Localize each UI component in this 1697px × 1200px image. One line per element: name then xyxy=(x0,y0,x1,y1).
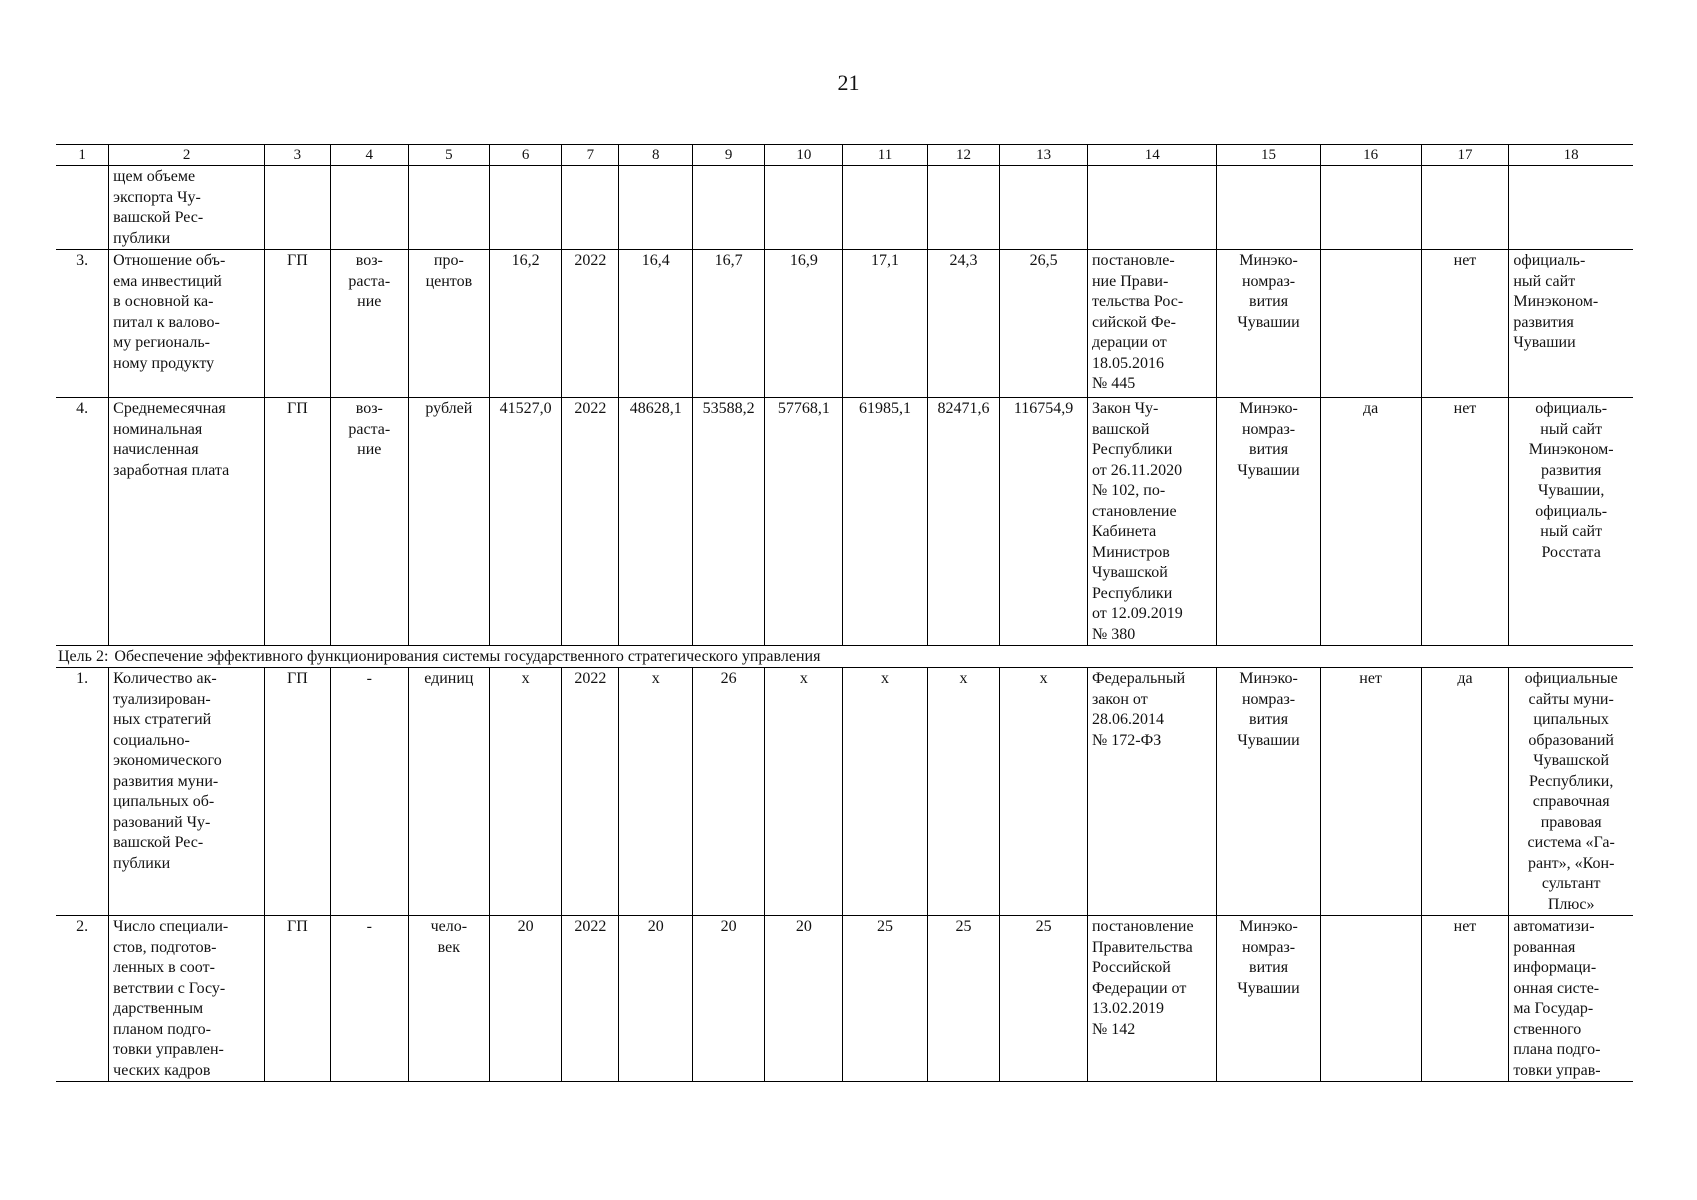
base-value-cell: х xyxy=(489,668,561,916)
value-col-9-cell: 26 xyxy=(692,668,764,916)
indicator-name-cell: Среднемесячная номинальная начисленная заработная плата xyxy=(109,398,265,646)
legal-basis-cell: Закон Чу- вашской Республики от 26.11.2020 № 102, по- становление Кабинета Министров Чувашской Республики от 12.09.2019 № 380 xyxy=(1087,398,1216,646)
goal-label: Цель 2: xyxy=(58,648,109,665)
goal-text: Обеспечение эффективного функционирования системы государственного стратегического управления xyxy=(114,648,821,665)
indicator-type-cell: ГП xyxy=(265,250,331,398)
cell xyxy=(265,166,331,250)
value-col-13-cell: х xyxy=(1000,668,1088,916)
trend-cell: воз- раста- ние xyxy=(330,398,408,646)
table-row xyxy=(56,398,1633,646)
col-17-cell: нет xyxy=(1421,250,1509,398)
unit-cell: про- центов xyxy=(408,250,489,398)
table-row xyxy=(56,166,1633,250)
indicator-name-cell: Количество ак- туализирован- ных стратегий социально- экономического развития муни- ципальных об- разований Чу- вашской Рес- публики xyxy=(109,668,265,916)
trend-cell: воз- раста- ние xyxy=(330,250,408,398)
base-value-cell: 16,2 xyxy=(489,250,561,398)
column-number-8: 8 xyxy=(619,145,693,166)
value-col-10-cell: 57768,1 xyxy=(765,398,843,646)
row-number-cell: 4. xyxy=(56,398,109,646)
col-16-cell: да xyxy=(1320,398,1421,646)
value-col-8-cell: 16,4 xyxy=(619,250,693,398)
goal-heading xyxy=(56,646,1633,668)
row-number-cell: 2. xyxy=(56,916,109,1082)
value-col-8-cell: х xyxy=(619,668,693,916)
cell xyxy=(692,166,764,250)
col-16-cell: нет xyxy=(1320,668,1421,916)
unit-cell: рублей xyxy=(408,398,489,646)
column-number-3: 3 xyxy=(265,145,331,166)
cell xyxy=(330,166,408,250)
column-number-11: 11 xyxy=(843,145,928,166)
base-year-cell: 2022 xyxy=(562,668,619,916)
column-number-2: 2 xyxy=(109,145,265,166)
indicators-table xyxy=(56,144,1633,1082)
value-col-9-cell: 53588,2 xyxy=(692,398,764,646)
cell xyxy=(408,166,489,250)
trend-cell: - xyxy=(330,668,408,916)
column-number-1: 1 xyxy=(56,145,109,166)
value-col-11-cell: 25 xyxy=(843,916,928,1082)
cell xyxy=(1509,166,1633,250)
legal-basis-cell: постановле- ние Прави- тельства Рос- сийской Фе- дерации от 18.05.2016 № 445 xyxy=(1087,250,1216,398)
cell xyxy=(489,166,561,250)
col-16-cell xyxy=(1320,916,1421,1082)
value-col-10-cell: 20 xyxy=(765,916,843,1082)
table-row xyxy=(56,250,1633,398)
indicator-name-cell: Отношение объ- ема инвестиций в основной ка- питал к валово- му региональ- ному продукту xyxy=(109,250,265,398)
column-number-17: 17 xyxy=(1421,145,1509,166)
cell xyxy=(927,166,999,250)
cell xyxy=(1087,166,1216,250)
table-header-row xyxy=(56,145,1633,166)
data-source-cell: официаль- ный сайт Минэконом- развития Чувашии xyxy=(1509,250,1633,398)
table-row xyxy=(56,668,1633,916)
column-number-10: 10 xyxy=(765,145,843,166)
value-col-13-cell: 116754,9 xyxy=(1000,398,1088,646)
indicator-type-cell: ГП xyxy=(265,398,331,646)
legal-basis-cell: постановление Правительства Российской Федерации от 13.02.2019 № 142 xyxy=(1087,916,1216,1082)
responsible-body-cell: Минэко- номраз- вития Чувашии xyxy=(1217,398,1320,646)
col-17-cell: да xyxy=(1421,668,1509,916)
column-number-15: 15 xyxy=(1217,145,1320,166)
cell xyxy=(619,166,693,250)
indicator-name-cell: щем объеме экспорта Чу- вашской Рес- публики xyxy=(109,166,265,250)
indicator-type-cell: ГП xyxy=(265,916,331,1082)
value-col-9-cell: 20 xyxy=(692,916,764,1082)
column-number-4: 4 xyxy=(330,145,408,166)
responsible-body-cell: Минэко- номраз- вития Чувашии xyxy=(1217,250,1320,398)
cell xyxy=(765,166,843,250)
indicator-type-cell: ГП xyxy=(265,668,331,916)
table-row xyxy=(56,916,1633,1082)
value-col-8-cell: 20 xyxy=(619,916,693,1082)
value-col-12-cell: 82471,6 xyxy=(927,398,999,646)
base-value-cell: 20 xyxy=(489,916,561,1082)
value-col-10-cell: 16,9 xyxy=(765,250,843,398)
value-col-10-cell: х xyxy=(765,668,843,916)
row-number-cell: 3. xyxy=(56,250,109,398)
base-year-cell: 2022 xyxy=(562,916,619,1082)
value-col-8-cell: 48628,1 xyxy=(619,398,693,646)
value-col-11-cell: 17,1 xyxy=(843,250,928,398)
col-17-cell: нет xyxy=(1421,916,1509,1082)
base-year-cell: 2022 xyxy=(562,250,619,398)
data-source-cell: автоматизи- рованная информаци- онная систе- ма Государ- ственного плана подго- товки управ- xyxy=(1509,916,1633,1082)
column-number-18: 18 xyxy=(1509,145,1633,166)
value-col-13-cell: 26,5 xyxy=(1000,250,1088,398)
value-col-11-cell: х xyxy=(843,668,928,916)
legal-basis-cell: Федеральный закон от 28.06.2014 № 172-ФЗ xyxy=(1087,668,1216,916)
trend-cell: - xyxy=(330,916,408,1082)
value-col-13-cell: 25 xyxy=(1000,916,1088,1082)
value-col-11-cell: 61985,1 xyxy=(843,398,928,646)
value-col-12-cell: 24,3 xyxy=(927,250,999,398)
column-number-7: 7 xyxy=(562,145,619,166)
goal-row xyxy=(56,646,1633,668)
column-number-9: 9 xyxy=(692,145,764,166)
responsible-body-cell: Минэко- номраз- вития Чувашии xyxy=(1217,916,1320,1082)
unit-cell: единиц xyxy=(408,668,489,916)
column-number-6: 6 xyxy=(489,145,561,166)
cell xyxy=(1421,166,1509,250)
col-16-cell xyxy=(1320,250,1421,398)
column-number-5: 5 xyxy=(408,145,489,166)
data-source-cell: официаль- ный сайт Минэконом- развития Чувашии, официаль- ный сайт Росстата xyxy=(1509,398,1633,646)
page-number: 21 xyxy=(837,70,860,95)
cell xyxy=(1217,166,1320,250)
base-year-cell: 2022 xyxy=(562,398,619,646)
indicator-name-cell: Число специали- стов, подготов- ленных в соот- ветствии с Госу- дарственным планом подго- товки управлен- ческих кадров xyxy=(109,916,265,1082)
data-source-cell: официальные сайты муни- ципальных образований Чувашской Республики, справочная правовая система «Га- рант», «Кон- сультант Плюс» xyxy=(1509,668,1633,916)
cell xyxy=(843,166,928,250)
column-number-13: 13 xyxy=(1000,145,1088,166)
column-number-12: 12 xyxy=(927,145,999,166)
column-number-16: 16 xyxy=(1320,145,1421,166)
responsible-body-cell: Минэко- номраз- вития Чувашии xyxy=(1217,668,1320,916)
unit-cell: чело- век xyxy=(408,916,489,1082)
value-col-12-cell: 25 xyxy=(927,916,999,1082)
base-value-cell: 41527,0 xyxy=(489,398,561,646)
cell xyxy=(1000,166,1088,250)
row-number-cell: 1. xyxy=(56,668,109,916)
column-number-14: 14 xyxy=(1087,145,1216,166)
value-col-12-cell: х xyxy=(927,668,999,916)
cell xyxy=(1320,166,1421,250)
col-17-cell: нет xyxy=(1421,398,1509,646)
cell xyxy=(562,166,619,250)
cell xyxy=(56,166,109,250)
value-col-9-cell: 16,7 xyxy=(692,250,764,398)
